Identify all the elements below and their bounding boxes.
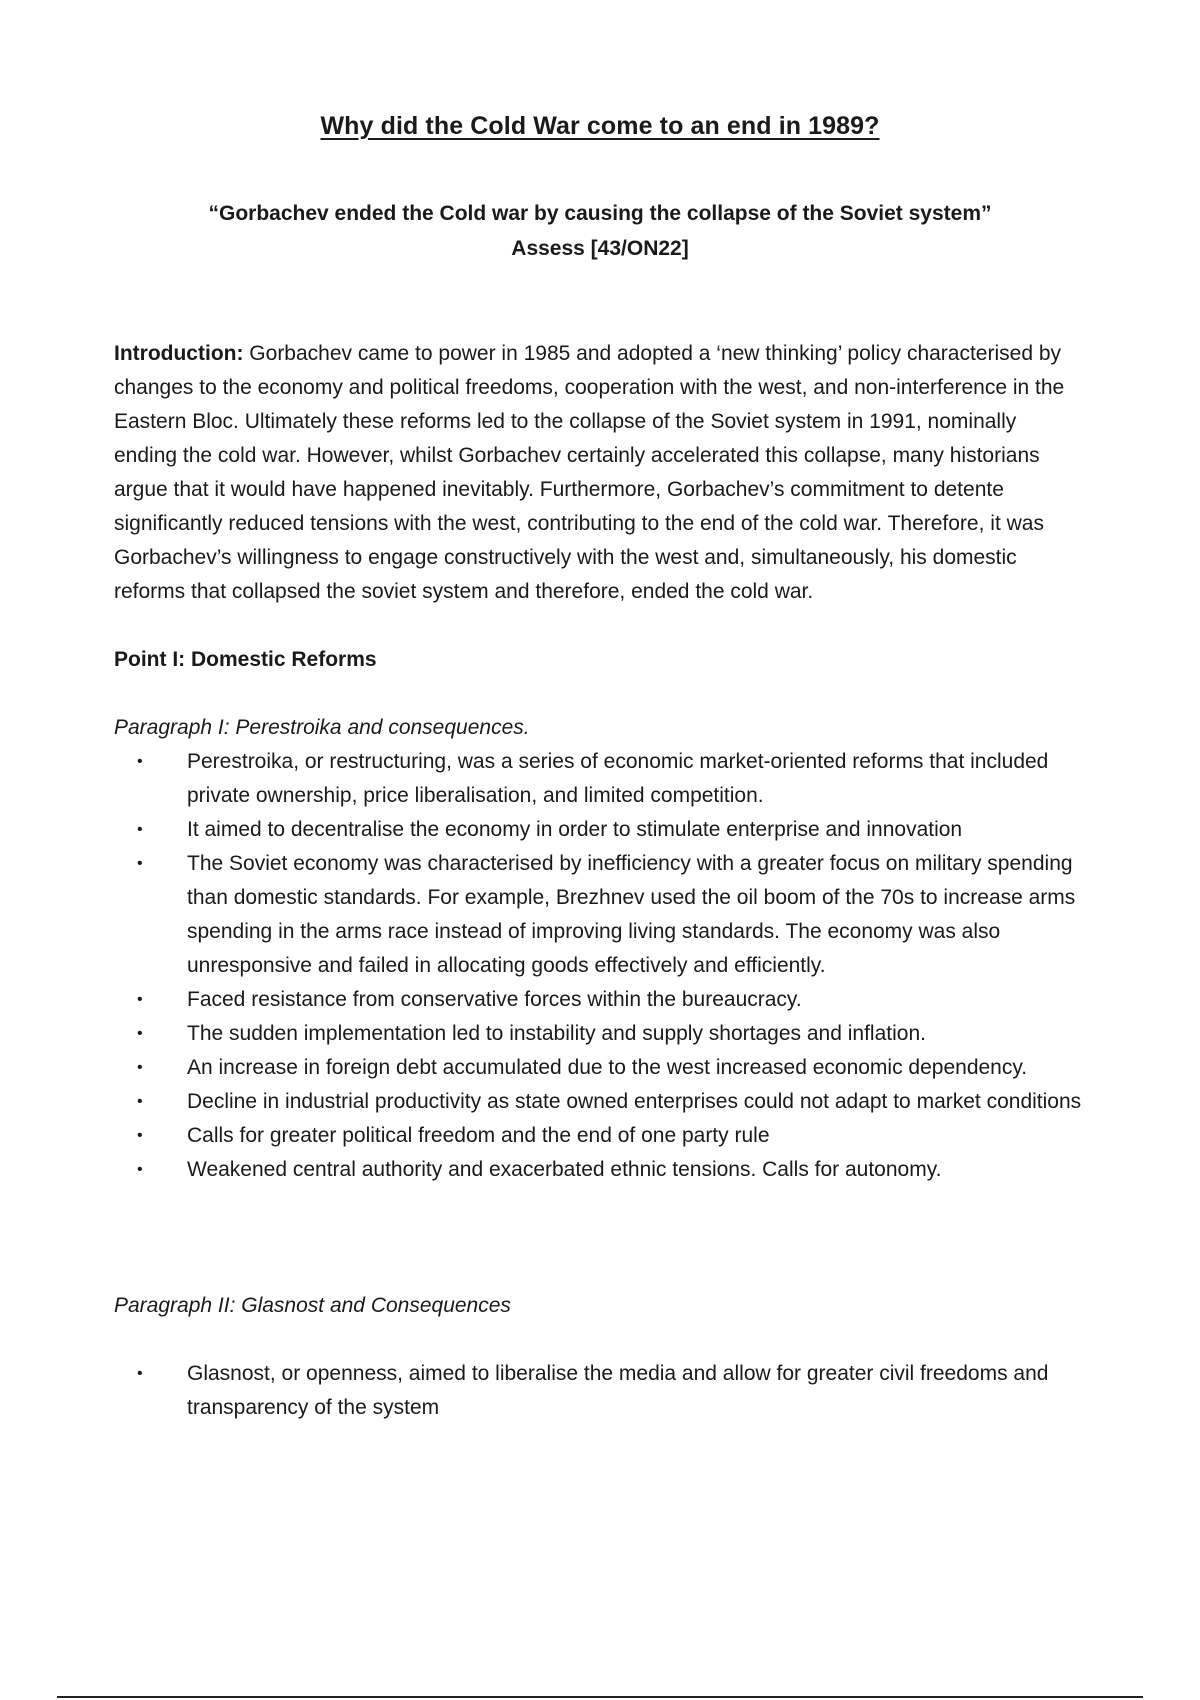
list-item xyxy=(114,813,1084,847)
essay-question xyxy=(0,196,1200,266)
page-bottom-divider xyxy=(57,1696,1143,1698)
essay-question-line: “Gorbachev ended the Cold war by causing the collapse of the Soviet system” xyxy=(208,202,992,225)
bullet-icon: • xyxy=(137,855,143,872)
document-body xyxy=(114,337,1084,1425)
list-item-text: Faced resistance from conservative forces within the bureaucracy. xyxy=(187,988,802,1011)
list-item-text: Glasnost, or openness, aimed to liberalise the media and allow for greater civil freedoms and transparency of the system xyxy=(187,1362,1049,1419)
introduction-label: Introduction: xyxy=(114,342,244,365)
list-item-text: Calls for greater political freedom and the end of one party rule xyxy=(187,1124,770,1147)
list-item xyxy=(114,1085,1084,1119)
document-title: Why did the Cold War come to an end in 1989? xyxy=(320,112,880,140)
list-item xyxy=(114,1051,1084,1085)
essay-question-assess: Assess [43/ON22] xyxy=(511,237,689,260)
list-item xyxy=(114,745,1084,813)
list-item xyxy=(114,983,1084,1017)
list-item xyxy=(114,1357,1084,1425)
list-item-text: Weakened central authority and exacerbated ethnic tensions. Calls for autonomy. xyxy=(187,1158,942,1181)
list-item-text: Decline in industrial productivity as state owned enterprises could not adapt to market conditions xyxy=(187,1090,1082,1113)
list-item-text: The Soviet economy was characterised by inefficiency with a greater focus on military spending than domestic standards. For example, Brezhnev used the oil boom of the 70s to increase arms spending in the arms race instead of improving living standards. The economy was also unresponsive and failed in allocating goods effectively and efficiently. xyxy=(187,852,1076,977)
bullet-icon: • xyxy=(137,991,143,1008)
introduction-text: Gorbachev came to power in 1985 and adopted a ‘new thinking’ policy characterised by changes to the economy and political freedoms, cooperation with the west, and non-interference in the Eastern Bloc. Ultimately these reforms led to the collapse of the Soviet system in 1991, nominally ending the cold war. However, whilst Gorbachev certainly accelerated this collapse, many historians argue that it would have happened inevitably. Furthermore, Gorbachev’s commitment to detente significantly reduced tensions with the west, contributing to the end of the cold war. Therefore, it was Gorbachev’s willingness to engage constructively with the west and, simultaneously, his domestic reforms that collapsed the soviet system and therefore, ended the cold war. xyxy=(114,342,1065,603)
list-item xyxy=(114,1017,1084,1051)
list-item xyxy=(114,847,1084,983)
bullet-icon: • xyxy=(137,1093,143,1110)
bullet-icon: • xyxy=(137,753,143,770)
list-item-text: It aimed to decentralise the economy in order to stimulate enterprise and innovation xyxy=(187,818,963,841)
bullet-list xyxy=(114,745,1084,1187)
bullet-icon: • xyxy=(137,1127,143,1144)
bullet-icon: • xyxy=(137,1365,143,1382)
list-item xyxy=(114,1119,1084,1153)
introduction-paragraph xyxy=(114,337,1084,609)
bullet-icon: • xyxy=(137,1025,143,1042)
list-item-text: The sudden implementation led to instability and supply shortages and inflation. xyxy=(187,1022,926,1045)
list-item-text: Perestroika, or restructuring, was a series of economic market-oriented reforms that included private ownership, price liberalisation, and limited competition. xyxy=(187,750,1049,807)
point-heading: Point I: Domestic Reforms xyxy=(114,648,377,671)
paragraph-heading: Paragraph I: Perestroika and consequences. xyxy=(114,716,530,739)
bullet-list xyxy=(114,1357,1084,1425)
bullet-icon: • xyxy=(137,1161,143,1178)
paragraph-heading: Paragraph II: Glasnost and Consequences xyxy=(114,1294,511,1317)
list-item-text: An increase in foreign debt accumulated due to the west increased economic dependency. xyxy=(187,1056,1028,1079)
bullet-icon: • xyxy=(137,821,143,838)
bullet-icon: • xyxy=(137,1059,143,1076)
list-item xyxy=(114,1153,1084,1187)
